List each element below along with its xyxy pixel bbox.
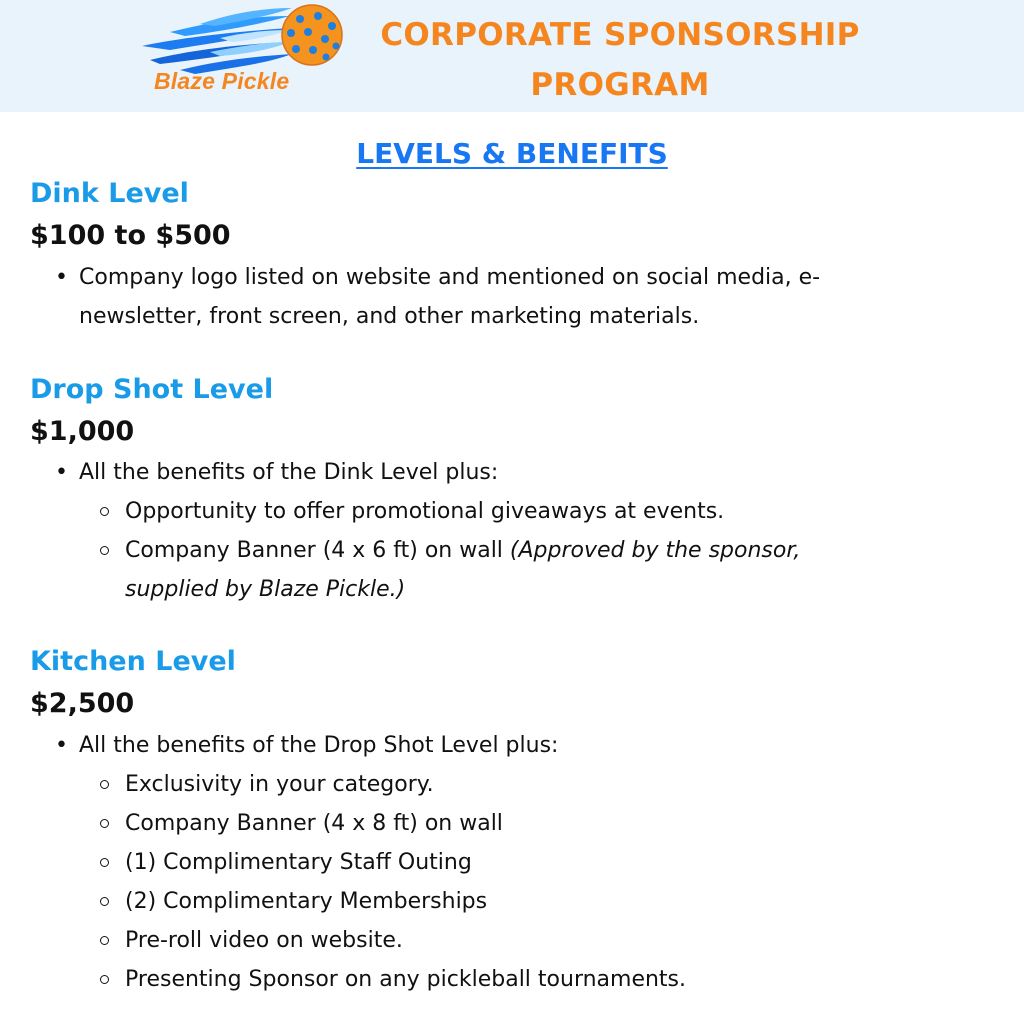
sub-bullet-text: Company Banner (4 x 8 ft) on wall	[125, 811, 503, 836]
bullet-text: All the benefits of the Dink Level plus:	[79, 460, 499, 485]
level-name-kitchen: Kitchen Level	[30, 646, 236, 677]
sub-bullet-item	[100, 960, 930, 999]
page-title	[360, 10, 880, 110]
hollow-bullet-icon	[100, 507, 109, 516]
blaze-pickle-logo	[140, 2, 355, 110]
sub-bullet-item	[100, 804, 930, 843]
hollow-bullet-icon	[100, 897, 109, 906]
bullet-dot-icon: •	[55, 733, 68, 758]
sub-bullet-item	[100, 492, 930, 531]
hollow-bullet-icon	[100, 858, 109, 867]
level-name-drop-shot: Drop Shot Level	[30, 374, 274, 405]
level-price-dink: $100 to $500	[30, 220, 231, 251]
bullet-text: All the benefits of the Drop Shot Level plus:	[79, 733, 559, 758]
sub-bullet-item	[100, 843, 930, 882]
page-title-line-2: PROGRAM	[530, 67, 710, 103]
sub-bullet-item	[100, 765, 930, 804]
hollow-bullet-icon	[100, 936, 109, 945]
logo-wordmark: Blaze Pickle	[154, 68, 290, 94]
sub-bullet-text: (1) Complimentary Staff Outing	[125, 850, 472, 875]
bullet-item	[55, 453, 935, 492]
bullet-item	[55, 726, 935, 765]
page-title-line-1: CORPORATE SPONSORSHIP	[380, 17, 860, 53]
sub-bullet-item	[100, 531, 900, 609]
level-price-kitchen: $2,500	[30, 688, 135, 719]
sub-bullet-text: Opportunity to offer promotional giveaways at events.	[125, 499, 725, 524]
bullet-dot-icon: •	[55, 265, 68, 290]
header-banner	[0, 0, 1024, 112]
sub-bullet-item	[100, 882, 930, 921]
sub-bullet-text: (2) Complimentary Memberships	[125, 889, 488, 914]
bullet-item	[55, 258, 935, 336]
sub-bullet-italic-note: (Approved by the sponsor, supplied by Blaze Pickle.)	[125, 538, 801, 602]
hollow-bullet-icon	[100, 975, 109, 984]
level-price-drop-shot: $1,000	[30, 416, 135, 447]
hollow-bullet-icon	[100, 546, 109, 555]
sub-bullet-text-wrap	[125, 531, 900, 609]
sub-bullet-text: Exclusivity in your category.	[125, 772, 434, 797]
hollow-bullet-icon	[100, 819, 109, 828]
bullet-dot-icon: •	[55, 460, 68, 485]
sub-bullet-text: Pre-roll video on website.	[125, 928, 403, 953]
levels-benefits-heading	[0, 134, 1024, 174]
sub-bullet-item	[100, 921, 930, 960]
level-name-dink: Dink Level	[30, 178, 189, 209]
hollow-bullet-icon	[100, 780, 109, 789]
levels-benefits-heading-text: LEVELS & BENEFITS	[356, 137, 668, 170]
sub-bullet-text: Company Banner (4 x 6 ft) on wall	[125, 538, 510, 563]
sub-bullet-text: Presenting Sponsor on any pickleball tournaments.	[125, 967, 687, 992]
bullet-text: Company logo listed on website and mentioned on social media, e-newsletter, front screen, and other marketing materials.	[79, 265, 821, 329]
